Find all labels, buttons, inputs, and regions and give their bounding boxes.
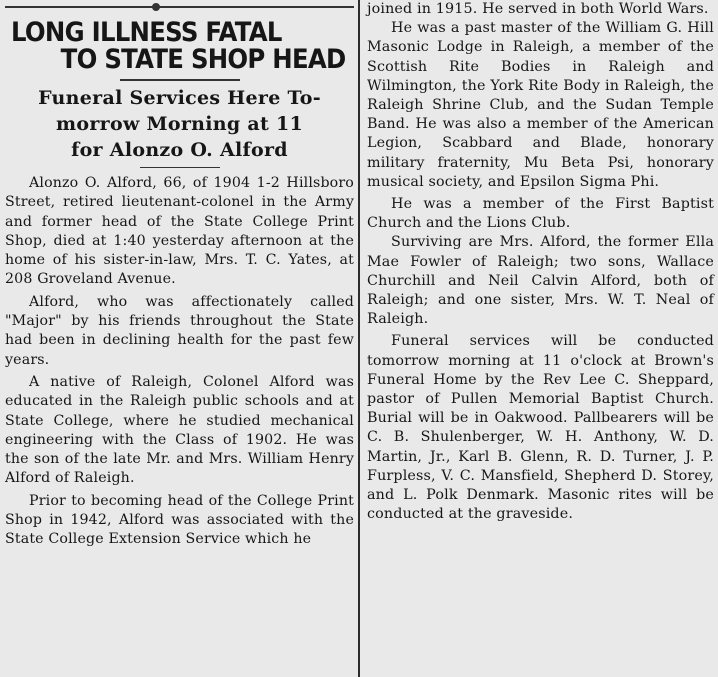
paragraph-right-5: Funeral services will be conducted tomorrow morning at 11 o'clock at Brown's Funeral Home by the Rev Lee C. Sheppard, pastor of Pullen Memorial Baptist Church. Burial will be in Oakwood. Pallbearers will be C. B. Shulenberger, W. H. Anthony, W. D. Martin, Jr., Karl B. Glenn, R. D. Turner, J. P. Furpless, V. C. Mansfield, Shepherd D. Storey, and L. Polk Denmark. Masonic rites will be conducted at the graveside.	[367, 333, 714, 523]
paragraph-left-1: Alonzo O. Alford, 66, of 1904 1-2 Hillsboro Street, retired lieutenant-colonel in the Army and former head of the State College Print Shop, died at 1:40 yesterday afternoon at the home of his sister-in-law, Mrs. T. C. Yates, at 208 Groveland Avenue.	[5, 175, 354, 288]
article-column-left	[0, 0, 358, 677]
paragraph-right-4: Surviving are Mrs. Alford, the former Ella Mae Fowler of Raleigh; two sons, Wallace Churchill and Neil Calvin Alford, both of Raleigh; and one sister, Mrs. W. T. Neal of Raleigh.	[367, 234, 714, 328]
headline	[11, 17, 346, 75]
rule-ornament-dot	[152, 3, 160, 11]
subhead-divider	[140, 167, 220, 168]
headline-line-1: LONG ILLNESS FATAL	[11, 17, 282, 48]
paragraph-left-3: A native of Raleigh, Colonel Alford was educated in the Raleigh public schools and at State College, where he studied mechanical engineering with the Class of 1902. He was the son of the late Mr. and Mrs. William Henry Alford of Raleigh.	[5, 373, 354, 487]
paragraph-right-3: He was a member of the First Baptist Church and the Lions Club.	[367, 196, 714, 232]
article-column-right	[358, 0, 718, 677]
subheadline	[5, 85, 354, 163]
paragraph-right-1: joined in 1915. He served in both World Wars.	[367, 1, 709, 17]
subhead-line-3: for Alonzo O. Alford	[71, 139, 288, 161]
paragraph-left-2: Alford, who was affectionately called "Major" by his friends throughout the State had been in declining health for the past few years.	[5, 293, 354, 368]
paragraph-right-2: He was a past master of the William G. Hill Masonic Lodge in Raleigh, a member of the Scottish Rite Bodies in Raleigh and Wilmington, the York Rite Body in Raleigh, the Raleigh Shrine Club, and the Sudan Temple Band. He was also a member of the American Legion, Scabbard and Blade, honorary military fraternity, Mu Beta Psi, honorary musical society, and Epsilon Sigma Phi.	[367, 20, 714, 190]
headline-divider	[120, 79, 240, 81]
headline-line-2: TO STATE SHOP HEAD	[60, 44, 346, 75]
subhead-line-2: morrow Morning at 11	[55, 113, 304, 135]
top-rule-divider	[5, 6, 354, 16]
subhead-line-1: Funeral Services Here To-	[38, 87, 321, 109]
paragraph-left-4: Prior to becoming head of the College Print Shop in 1942, Alford was associated with the State College Extension Service which he	[5, 492, 354, 548]
